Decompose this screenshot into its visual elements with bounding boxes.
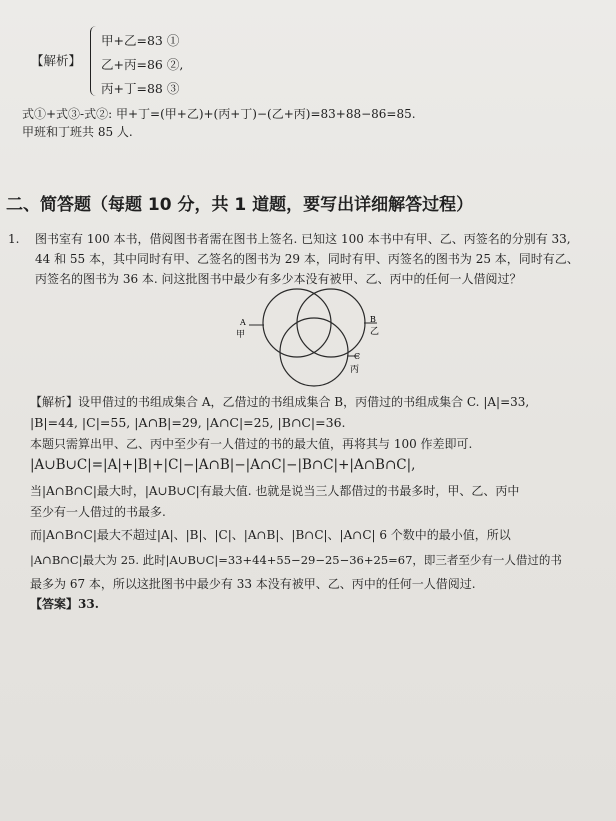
derivation-line: 式①+式③-式②: 甲+丁=(甲+乙)+(丙+丁)−(乙+丙)=83+88−86=85. — [22, 107, 416, 121]
set-a-name: 甲 — [236, 330, 246, 340]
question-line-3: 丙签名的图书为 36 本. 问这批图书中最少有多少本没有被甲、乙、丙中的任何一人借阅过？ — [35, 272, 522, 286]
equation-1: 甲+乙=83 ① — [101, 33, 180, 48]
solution-line-7: 而|A∩B∩C|最大不超过|A|、|B|、|C|、|A∩B|、|B∩C|、|A∩C| 6 个数中的最小值，所以 — [30, 528, 511, 542]
solution-line-5: 当|A∩B∩C|最大时，|A∪B∪C|有最大值. 也就是说当三人都借过的书最多时，甲、乙、丙中 — [30, 484, 520, 498]
set-b-name: 乙 — [370, 327, 380, 337]
solution-line-1: 【解析】设甲借过的书组成集合 A，乙借过的书组成集合 B，丙借过的书组成集合 C. |A|=33, — [30, 395, 530, 409]
section-title: 二、简答题（每题 10 分，共 1 道题，要写出详细解答过程） — [6, 195, 474, 215]
solution-line-2: |B|=44, |C|=55, |A∩B|=29, |A∩C|=25, |B∩C|=36. — [30, 415, 346, 430]
set-b-letter: B — [370, 315, 376, 324]
solution-line-9: 最多为 67 本，所以这批图书中最少有 33 本没有被甲、乙、丙中的任何一人借阅过. — [30, 577, 476, 591]
question-line-1: 图书室有 100 本书，借阅图书者需在图书上签名. 已知这 100 本书中有甲、乙、丙签名的分别有 33, — [35, 232, 571, 246]
solution-line-6: 至少有一人借过的书最多. — [30, 505, 166, 519]
solution-line-4: |A∪B∪C|=|A|+|B|+|C|−|A∩B|−|A∩C|−|B∩C|+|A∩B∩C|, — [30, 457, 416, 473]
set-c-letter: C — [354, 352, 361, 361]
set-a-letter: A — [240, 318, 246, 327]
question-number: 1. — [8, 232, 20, 246]
answer-line: 【答案】33. — [30, 597, 99, 611]
solution-line-8: |A∩B∩C|最大为 25. 此时|A∪B∪C|=33+44+55−29−25−36+25=67，即三者至少有一人借过的书 — [30, 553, 562, 567]
equation-3: 丙+丁=88 ③ — [101, 81, 180, 96]
analysis-label: 【解析】 — [31, 53, 82, 68]
set-c-name: 丙 — [350, 365, 360, 375]
solution-line-3: 本题只需算出甲、乙、丙中至少有一人借过的书的最大值，再将其与 100 作差即可. — [30, 437, 473, 451]
question-line-2: 44 和 55 本，其中同时有甲、乙签名的图书为 29 本，同时有甲、丙签名的图书为 25 本，同时有乙、 — [35, 252, 579, 266]
equation-2: 乙+丙=86 ②, — [101, 57, 184, 72]
conclusion-line: 甲班和丁班共 85 人. — [22, 125, 133, 139]
